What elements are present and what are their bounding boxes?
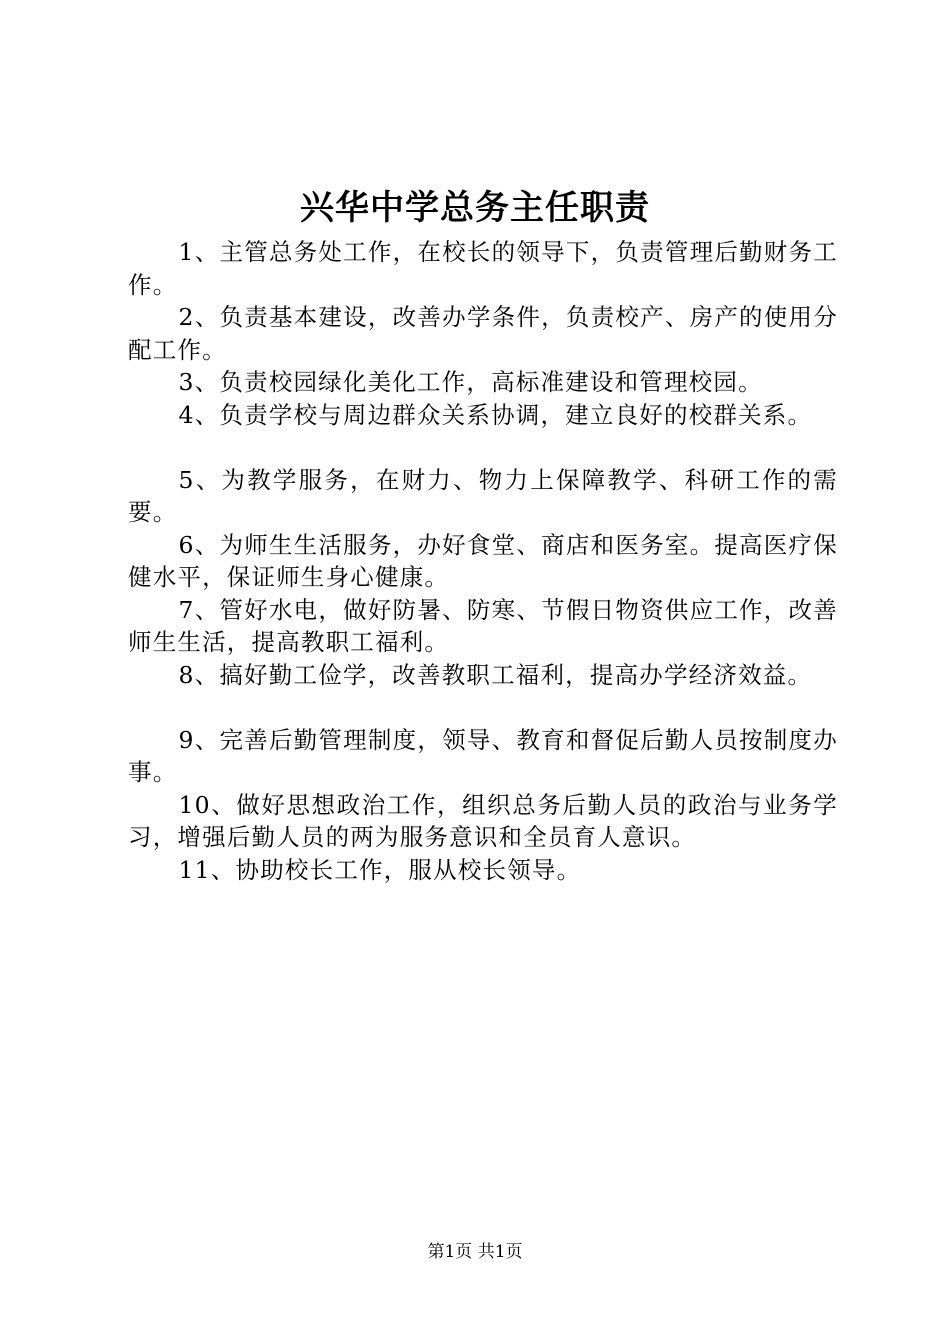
document-title: 兴华中学总务主任职责 (300, 188, 650, 228)
duty-item-4: 4、负责学校与周边群众关系协调，建立良好的校群关系。 (178, 400, 813, 429)
duty-item-6: 6、为师生生活服务，办好食堂、商店和医务室。提高医疗保健水平，保证师生身心健康。 (128, 530, 838, 591)
duty-item-2: 2、负责基本建设，改善办学条件，负责校产、房产的使用分配工作。 (128, 303, 838, 364)
duty-item-8: 8、搞好勤工俭学，改善教职工福利，提高办学经济效益。 (178, 660, 813, 689)
duty-item-11: 11、协助校长工作，服从校长领导。 (178, 855, 582, 884)
document-body (128, 236, 838, 886)
duty-item-9: 9、完善后勤管理制度，领导、教育和督促后勤人员按制度办事。 (128, 725, 838, 786)
page-footer: 第1页 共1页 (427, 1242, 523, 1262)
duty-item-3: 3、负责校园绿化美化工作，高标准建设和管理校园。 (178, 368, 763, 396)
paragraph-gap (128, 691, 838, 724)
duty-item-10: 10、做好思想政治工作，组织总务后勤人员的政治与业务学习，增强后勤人员的两为服务意识和全员育人意识。 (128, 790, 838, 851)
duty-item-7: 7、管好水电，做好防暑、防寒、节假日物资供应工作，改善师生生活，提高教职工福利。 (128, 595, 838, 656)
duty-item-5: 5、为教学服务，在财力、物力上保障教学、科研工作的需要。 (128, 465, 838, 526)
duty-item-1: 1、主管总务处工作，在校长的领导下，负责管理后勤财务工作。 (128, 238, 838, 299)
paragraph-gap (128, 431, 838, 464)
